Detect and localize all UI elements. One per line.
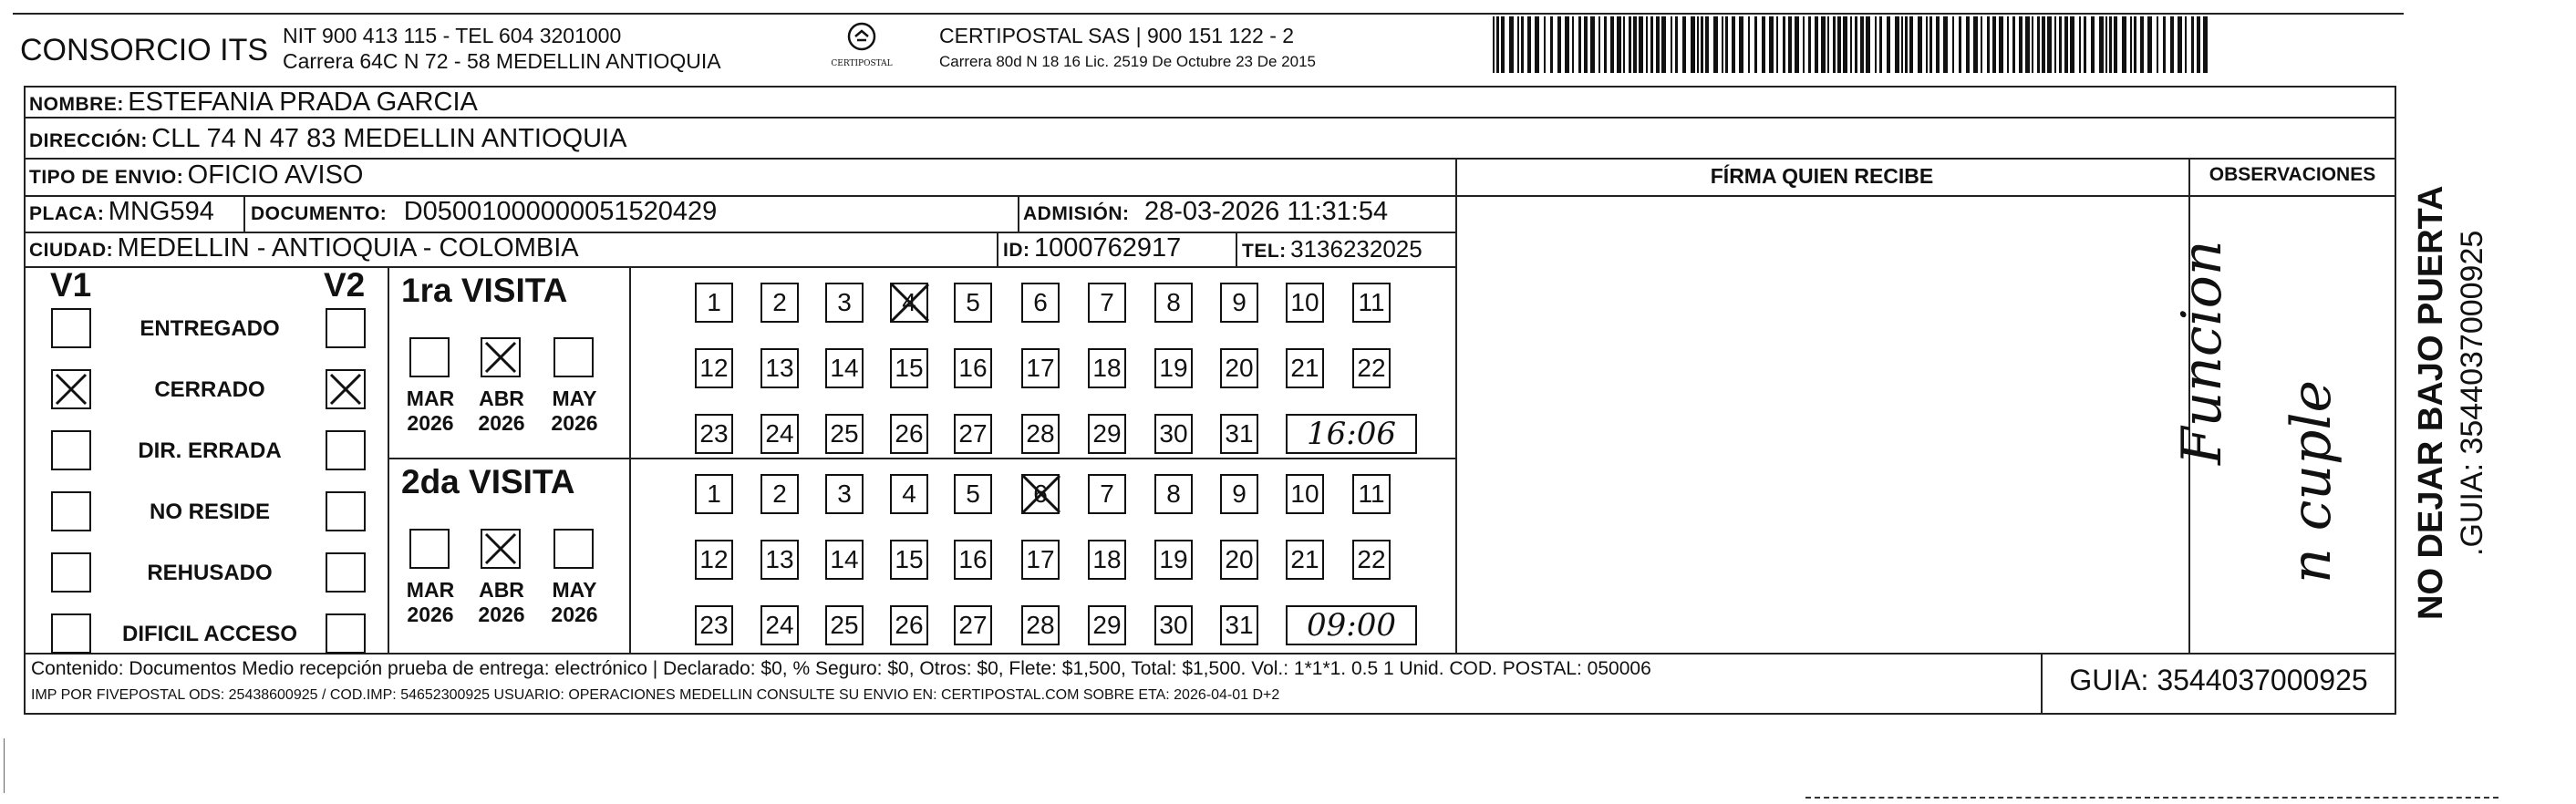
visit-day-box[interactable]: 18	[1088, 540, 1126, 580]
visit-day-box[interactable]: 6	[1021, 474, 1060, 514]
visit-day-box[interactable]: 24	[760, 605, 799, 645]
barcode-bar	[2105, 16, 2107, 73]
visit-day-box[interactable]: 3	[825, 474, 864, 514]
barcode-bar	[1901, 16, 1903, 73]
visit-month-checkbox[interactable]	[409, 529, 450, 569]
side-guia: .GUIA: 3544037000925	[2455, 230, 2489, 556]
status-v1-checkbox[interactable]	[51, 613, 91, 654]
visit-day-box[interactable]: 9	[1220, 283, 1258, 323]
id-label: ID:	[1003, 240, 1030, 261]
visit-day-box[interactable]: 8	[1154, 283, 1193, 323]
month-year: 2026	[551, 411, 598, 435]
barcode-bar	[2109, 16, 2112, 73]
barcode-bar	[1762, 16, 1765, 73]
barcode-bar	[1557, 16, 1561, 73]
barcode-bar	[1544, 16, 1546, 73]
tipo-label: TIPO DE ENVIO:	[29, 167, 184, 188]
visit-day-box[interactable]: 16	[954, 348, 992, 388]
month-year: 2026	[551, 603, 598, 626]
visit-day-box[interactable]: 14	[825, 540, 864, 580]
barcode-bar	[2130, 16, 2132, 73]
visit-day-box[interactable]: 27	[954, 414, 992, 454]
barcode-bar	[2114, 16, 2117, 73]
visit-day-box[interactable]: 16	[954, 540, 992, 580]
barcode-bar	[2054, 16, 2056, 73]
barcode-bar	[2147, 16, 2152, 73]
barcode-bar	[1905, 16, 1908, 73]
barcode-bar	[2042, 16, 2045, 73]
barcode-bar	[1769, 16, 1774, 73]
visit-day-box[interactable]: 28	[1021, 414, 1060, 454]
visit-day-box[interactable]: 23	[695, 605, 733, 645]
barcode-bar	[1682, 16, 1686, 73]
documento-label: DOCUMENTO:	[251, 203, 388, 224]
barcode-bar	[1697, 16, 1699, 73]
barcode-bar	[1866, 16, 1870, 73]
barcode-bar	[2059, 16, 2062, 73]
barcode-bar	[1493, 16, 1495, 73]
visit-title: 1ra VISITA	[401, 272, 568, 309]
visit-day-box[interactable]: 23	[695, 414, 733, 454]
barcode-bar	[1943, 16, 1948, 73]
barcode-bar	[1691, 16, 1695, 73]
barcode-bar	[1578, 16, 1581, 73]
company-name: CONSORCIO ITS	[20, 33, 269, 67]
visit-day-box[interactable]: 25	[825, 605, 864, 645]
visit-day-box[interactable]: 17	[1021, 540, 1060, 580]
status-v2-checkbox[interactable]	[326, 552, 366, 593]
barcode-bar	[1815, 16, 1818, 73]
header-top-line	[13, 13, 2404, 15]
visit-day-box[interactable]: 14	[825, 348, 864, 388]
documento-cell	[251, 197, 717, 227]
barcode-bar	[2064, 16, 2068, 73]
status-v2-checkbox[interactable]	[326, 308, 366, 348]
barcode-bar	[1590, 16, 1595, 73]
barcode-bar	[1739, 16, 1743, 73]
barcode-bar	[1926, 16, 1928, 73]
status-label: ENTREGADO	[140, 316, 280, 341]
visit-day-box[interactable]: 22	[1352, 540, 1391, 580]
visit-day-box[interactable]: 26	[890, 414, 928, 454]
barcode-bar	[1722, 16, 1723, 73]
nombre-row	[29, 88, 478, 118]
visit-day-box[interactable]: 10	[1286, 474, 1324, 514]
tel-label: TEL:	[1242, 241, 1287, 262]
row-line-5	[24, 266, 1455, 268]
barcode-bar	[1521, 16, 1524, 73]
visit-time: 09:00	[1307, 607, 1396, 644]
visit-day-box[interactable]: 11	[1352, 283, 1391, 323]
barcode-bar	[1748, 16, 1750, 73]
barcode-bar	[1623, 16, 1625, 73]
status-label: CERRADO	[154, 377, 265, 402]
col-admision-left	[1018, 195, 1019, 232]
barcode-bar	[2134, 16, 2136, 73]
col-tel-left	[1236, 232, 1237, 266]
barcode-bar	[1565, 16, 1569, 73]
barcode-bar	[1895, 16, 1899, 73]
placa-cell	[29, 197, 214, 227]
company-address: Carrera 64C N 72 - 58 MEDELLIN ANTIOQUIA	[283, 49, 721, 73]
id-value: 1000762917	[1033, 233, 1182, 263]
barcode-bar	[1617, 16, 1621, 73]
barcode-bar	[1754, 16, 1757, 73]
direccion-row	[29, 124, 626, 154]
barcode-bar	[2197, 16, 2200, 73]
visit-day-box[interactable]: 7	[1088, 474, 1126, 514]
visit-month-label	[398, 387, 462, 436]
visit-month-checkbox[interactable]	[481, 337, 521, 377]
visit-day-box[interactable]: 22	[1352, 348, 1391, 388]
visit-day-box[interactable]: 29	[1088, 414, 1126, 454]
barcode-bar	[1887, 16, 1890, 73]
visit-time: 16:06	[1307, 416, 1396, 452]
barcode-bar	[1501, 16, 1505, 73]
ciudad-cell	[29, 233, 579, 263]
visit-day-box[interactable]: 15	[890, 540, 928, 580]
barcode-bar	[1992, 16, 1996, 73]
month-name: MAY	[552, 387, 597, 410]
barcode-bar	[2037, 16, 2040, 73]
certipostal-logo-icon	[843, 22, 880, 55]
status-label: NO RESIDE	[149, 500, 271, 524]
barcode-bar	[1918, 16, 1922, 73]
visit-day-box[interactable]: 21	[1286, 348, 1324, 388]
visit-month-label	[398, 578, 462, 627]
visit-day-box[interactable]: 17	[1021, 348, 1060, 388]
barcode-bar	[1783, 16, 1785, 73]
barcode-bar	[2091, 16, 2095, 73]
visit-day-box[interactable]: 2	[760, 474, 799, 514]
barcode-bar	[2163, 16, 2166, 73]
month-name: MAR	[406, 578, 455, 602]
no-dejar-bajo-puerta: NO DEJAR BAJO PUERTA	[2412, 185, 2450, 620]
barcode-bar	[1725, 16, 1728, 73]
visit-month-label	[543, 387, 606, 436]
tipo-row	[29, 160, 363, 191]
month-year: 2026	[407, 603, 454, 626]
visit-day-box[interactable]: 19	[1154, 540, 1193, 580]
barcode-bar	[2084, 16, 2086, 73]
col-placa-right	[243, 195, 245, 232]
visit-day-box[interactable]: 3	[825, 283, 864, 323]
visit-day-box[interactable]: 1	[695, 474, 733, 514]
visit-day-box[interactable]: 28	[1021, 605, 1060, 645]
certipostal-logo-text: CERTIPOSTAL	[831, 59, 893, 68]
company-nit: NIT 900 413 115 - TEL 604 3201000	[283, 24, 622, 47]
direccion-value: CLL 74 N 47 83 MEDELLIN ANTIOQUIA	[151, 124, 627, 153]
barcode-bar	[1661, 16, 1666, 73]
placa-label: PLACA:	[29, 203, 105, 224]
visit-day-box[interactable]: 20	[1220, 540, 1258, 580]
barcode-bar	[1705, 16, 1709, 73]
visit-day-box[interactable]: 12	[695, 348, 733, 388]
visit-time-box[interactable]	[1286, 414, 1417, 454]
barcode-bar	[1639, 16, 1643, 73]
barcode-bar	[1803, 16, 1805, 73]
barcode-bar	[1675, 16, 1678, 73]
visit-day-box[interactable]: 2	[760, 283, 799, 323]
barcode-bar	[1879, 16, 1882, 73]
v2-label: V2	[324, 266, 366, 304]
footer-contenido: Contenido: Documentos Medio recepción prueba de entrega: electrónico | Declarado: $0, % Seguro: $0, Otros: $0, Flete: $1,500, Total: $1,500. Vol.: 1*1*1. 0.5 1 Unid. COD. POSTAL: 050006	[31, 658, 1651, 679]
month-year: 2026	[407, 411, 454, 435]
barcode-bar	[1981, 16, 1982, 73]
barcode-bar	[1496, 16, 1499, 73]
barcode-bar	[1671, 16, 1672, 73]
visit-month-label	[470, 578, 533, 627]
admision-label: ADMISIÓN:	[1023, 203, 1130, 224]
month-name: ABR	[479, 387, 524, 410]
visit-day-box[interactable]: 30	[1154, 605, 1193, 645]
col-status-right	[388, 266, 389, 653]
barcode-bar	[1776, 16, 1778, 73]
barcode-bar	[1629, 16, 1631, 73]
month-name: ABR	[479, 578, 524, 602]
barcode-bar	[1959, 16, 1961, 73]
visit-day-box[interactable]: 19	[1154, 348, 1193, 388]
tel-cell	[1242, 235, 1422, 263]
footer-imp: IMP POR FIVEPOSTAL ODS: 25438600925 / COD.IMP: 54652300925 USUARIO: OPERACIONES MEDELLIN CONSULTE SU ENVIO EN: CERTIPOSTAL.COM SOBRE ETA: 2026-04-01 D+2	[31, 687, 1280, 703]
barcode-bar	[1843, 16, 1847, 73]
visit-day-box[interactable]: 8	[1154, 474, 1193, 514]
visit-month-checkbox[interactable]	[553, 529, 594, 569]
barcode-bar	[1973, 16, 1978, 73]
barcode-bar	[2178, 16, 2182, 73]
month-name: MAY	[552, 578, 597, 602]
visit-day-box[interactable]: 4	[890, 283, 928, 323]
barcode-bar	[1833, 16, 1836, 73]
barcode-bar	[2007, 16, 2009, 73]
nombre-value: ESTEFANIA PRADA GARCIA	[128, 88, 478, 117]
visit-day-box[interactable]: 5	[954, 283, 992, 323]
status-v2-checkbox[interactable]	[326, 369, 366, 409]
barcode-bar	[1936, 16, 1940, 73]
barcode-bar	[1604, 16, 1607, 73]
visit-time-box[interactable]	[1286, 605, 1417, 645]
barcode-bar	[1633, 16, 1637, 73]
barcode-bar	[2185, 16, 2187, 73]
visit-month-checkbox[interactable]	[481, 529, 521, 569]
barcode-bar	[2019, 16, 2023, 73]
barcode-bar	[1509, 16, 1514, 73]
barcode-bar	[1572, 16, 1574, 73]
certipostal-logo	[825, 22, 898, 77]
visit-day-box[interactable]: 15	[890, 348, 928, 388]
barcode-bar	[1788, 16, 1792, 73]
placa-value: MNG594	[108, 197, 214, 226]
license-line: Carrera 80d N 18 16 Lic. 2519 De Octubre 23 De 2015	[939, 53, 1316, 70]
barcode-bar	[2170, 16, 2174, 73]
visit-month-checkbox[interactable]	[409, 337, 450, 377]
visit-day-box[interactable]: 30	[1154, 414, 1193, 454]
barcode-bar	[1999, 16, 2003, 73]
barcode	[1493, 16, 2213, 73]
barcode-bar	[2025, 16, 2030, 73]
handwritten-observation-1: Funcion	[2170, 240, 2234, 465]
visit-day-box[interactable]: 4	[890, 474, 928, 514]
visit-divider	[388, 458, 1455, 459]
status-label: REHUSADO	[147, 561, 273, 585]
status-label: DIFICIL ACCESO	[121, 622, 297, 646]
barcode-bar	[1808, 16, 1811, 73]
barcode-bar	[1987, 16, 1990, 73]
status-v1-checkbox[interactable]	[51, 430, 91, 470]
visit-day-box[interactable]: 31	[1220, 414, 1258, 454]
v1-label: V1	[50, 266, 92, 304]
visit-day-box[interactable]: 20	[1220, 348, 1258, 388]
certipostal-line: CERTIPOSTAL SAS | 900 151 122 - 2	[939, 24, 1295, 47]
visit-day-box[interactable]: 1	[695, 283, 733, 323]
col-id-left	[997, 232, 998, 266]
barcode-bar	[2203, 16, 2208, 73]
barcode-bar	[1860, 16, 1864, 73]
scan-edge-bottom	[1805, 797, 2498, 799]
col-firma-left	[1455, 158, 1457, 653]
visit-day-box[interactable]: 26	[890, 605, 928, 645]
status-v1-checkbox[interactable]	[51, 491, 91, 531]
barcode-bar	[1646, 16, 1648, 73]
visit-day-box[interactable]: 24	[760, 414, 799, 454]
visit-day-box[interactable]: 13	[760, 540, 799, 580]
visit-day-box[interactable]: 10	[1286, 283, 1324, 323]
admision-value: 28-03-2026 11:31:54	[1143, 197, 1389, 226]
barcode-bar	[1535, 16, 1539, 73]
documento-value: D05001000000051520429	[403, 197, 718, 226]
barcode-bar	[1732, 16, 1735, 73]
barcode-bar	[1827, 16, 1829, 73]
visit-day-box[interactable]: 13	[760, 348, 799, 388]
barcode-bar	[1517, 16, 1519, 73]
row-line-obs	[1455, 195, 2396, 197]
barcode-bar	[1795, 16, 1799, 73]
visit-month-label	[543, 578, 606, 627]
barcode-bar	[2047, 16, 2052, 73]
barcode-bar	[1527, 16, 1531, 73]
ciudad-label: CIUDAD:	[29, 240, 114, 261]
visit-day-box[interactable]: 9	[1220, 474, 1258, 514]
status-v2-checkbox[interactable]	[326, 491, 366, 531]
barcode-bar	[1713, 16, 1718, 73]
visit-day-box[interactable]: 21	[1286, 540, 1324, 580]
visit-day-box[interactable]: 6	[1021, 283, 1060, 323]
visit-day-box[interactable]: 31	[1220, 605, 1258, 645]
tel-value: 3136232025	[1290, 235, 1422, 263]
row-line-2	[24, 158, 2396, 160]
barcode-bar	[1701, 16, 1703, 73]
firma-label: FÍRMA QUIEN RECIBE	[1710, 164, 1934, 188]
barcode-bar	[1966, 16, 1970, 73]
barcode-bar	[1821, 16, 1826, 73]
barcode-bar	[1875, 16, 1877, 73]
barcode-bar	[2079, 16, 2081, 73]
barcode-bar	[1598, 16, 1600, 73]
nombre-label: NOMBRE:	[29, 94, 124, 115]
status-v2-checkbox[interactable]	[326, 430, 366, 470]
month-year: 2026	[478, 603, 525, 626]
visit-day-box[interactable]: 25	[825, 414, 864, 454]
handwritten-observation-2: n cuple	[2280, 379, 2343, 583]
id-cell	[1003, 233, 1181, 263]
barcode-bar	[2140, 16, 2144, 73]
scan-edge-left	[4, 738, 5, 793]
barcode-bar	[2032, 16, 2033, 73]
status-label: DIR. ERRADA	[138, 438, 282, 463]
barcode-bar	[2157, 16, 2158, 73]
barcode-bar	[1656, 16, 1660, 73]
visit-day-box[interactable]: 7	[1088, 283, 1126, 323]
status-v1-checkbox[interactable]	[51, 552, 91, 593]
barcode-bar	[2099, 16, 2104, 73]
barcode-bar	[1837, 16, 1841, 73]
visit-day-box[interactable]: 29	[1088, 605, 1126, 645]
barcode-bar	[2070, 16, 2074, 73]
col-days-left	[629, 266, 631, 653]
ciudad-value: MEDELLIN - ANTIOQUIA - COLOMBIA	[117, 233, 579, 263]
barcode-bar	[1650, 16, 1653, 73]
tipo-value: OFICIO AVISO	[187, 160, 364, 190]
visit-day-box[interactable]: 27	[954, 605, 992, 645]
observaciones-label: OBSERVACIONES	[2209, 164, 2376, 185]
visit-title: 2da VISITA	[401, 463, 575, 500]
barcode-bar	[2122, 16, 2126, 73]
admision-cell	[1023, 197, 1388, 227]
visit-day-box[interactable]: 5	[954, 474, 992, 514]
barcode-bar	[2012, 16, 2015, 73]
status-v2-checkbox[interactable]	[326, 613, 366, 654]
direccion-label: DIRECCIÓN:	[29, 130, 148, 151]
barcode-bar	[1909, 16, 1913, 73]
status-v1-checkbox[interactable]	[51, 308, 91, 348]
visit-day-box[interactable]: 12	[695, 540, 733, 580]
visit-month-label	[470, 387, 533, 436]
visit-day-box[interactable]: 18	[1088, 348, 1126, 388]
barcode-bar	[1850, 16, 1852, 73]
barcode-bar	[1610, 16, 1614, 73]
barcode-bar	[1550, 16, 1553, 73]
barcode-bar	[1855, 16, 1857, 73]
month-year: 2026	[478, 411, 525, 435]
footer-guia: GUIA: 3544037000925	[2069, 664, 2368, 696]
barcode-bar	[1952, 16, 1954, 73]
visit-day-box[interactable]: 11	[1352, 474, 1391, 514]
month-name: MAR	[406, 387, 455, 410]
barcode-bar	[1929, 16, 1932, 73]
status-v1-checkbox[interactable]	[51, 369, 91, 409]
visit-month-checkbox[interactable]	[553, 337, 594, 377]
barcode-bar	[2191, 16, 2194, 73]
barcode-bar	[1584, 16, 1588, 73]
